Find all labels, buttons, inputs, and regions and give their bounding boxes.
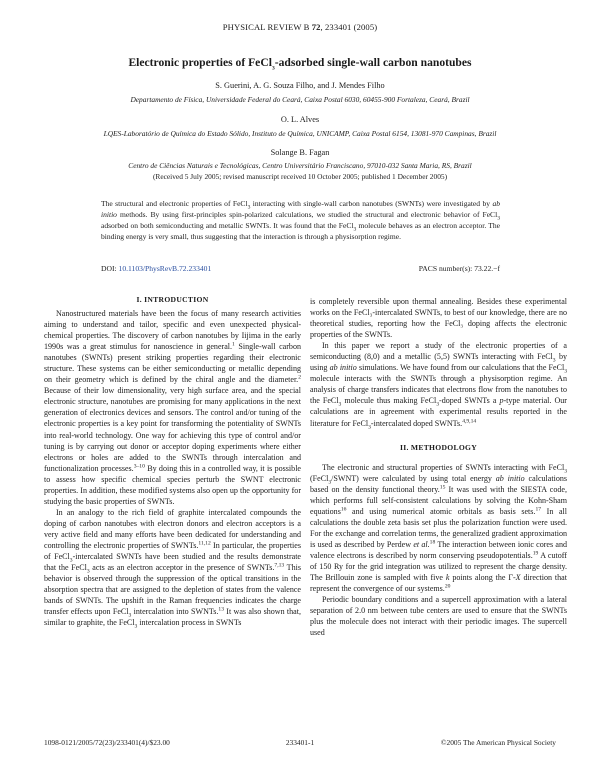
received-dates: (Received 5 July 2005; revised manuscript received 10 October 2005; published 1 December 2005) <box>152 172 448 181</box>
body-column-left <box>44 308 301 628</box>
intro-paragraph-2: In an analogy to the rich field of graphite intercalated compounds the doping of carbon nanotubes with electron donors and electron acceptors is a very active field and many efforts have been dedicated for understanding and controlling the electronic properties of SWNTs.$^{11,12}$ In particular, the properties of FeCl$_3$-intercalated SWNTs have been studied and the results demonstrate that the FeCl$_3$ acts as an electron acceptor in the presence of SWNTs.$^{7,13}$ This behavior is observed through the suppression of the optical transitions in the absorption spectra that are assigned to the depletion of states from the valence bands of SWNTs. The upshift in the Raman frequencies indicates the charge transfer effects upon FeCl$_3$ intercalation into SWNTs.$^{13}$ It was also shown that, similar to graphite, the FeCl$_3$ intercalation process in SWNTs <box>44 507 302 630</box>
methodology-paragraph-2: Periodic boundary conditions and a supercell approximation with a lateral separation of 2.0 nm between tube centers are used to ensure that the SWNTs plus the molecule does not interact with their periodic images. The supercell used <box>310 595 567 638</box>
methodology-paragraph-1: The electronic and structural properties of SWNTs interacting with FeCl$_3$ (FeCl$_3$/SWNT) were calculated by using total energy ab initio calculations based on the density functional theory.$^{15}$ It was used with the SIESTA code, which performs full self-consistent calculations by solving the Kohn-Sham equations$^{16}$ and using numerical atomic orbitals as basis sets.$^{17}$ In all calculations the double zeta basis set plus the polarization function were used. For the exchange and correlation terms, the generalized gradient approximation is used as described by Perdew et al.$^{18}$ The interaction between ionic cores and valence electrons is described by norm conserving pseudopotentials.$^{19}$ A cutoff of 150 Ry for the grid integration was utilized to represent the charge density. The Brillouin zone is sampled with five k points along the Γ-X direction that represent the convergence of our systems.$^{20}$ <box>310 462 568 594</box>
affiliation-3: Centro de Ciências Naturais e Tecnológicas, Centro Universitário Franciscano, 97010-032 Santa Maria, RS, Brazil <box>128 161 472 170</box>
section-heading-introduction: I. INTRODUCTION <box>136 295 209 304</box>
intro-paragraph-1: Nanostructured materials have been the focus of many research activities aiming to understand and tailor, specific and even unexpected physical-chemical properties. The discovery of carbon nanotubes by Iijima in the early 1990s was a great stimulus for nanoscience in general.$^1$ Single-wall carbon nanotubes (SWNTs) present striking properties regarding their electronic structure. These systems can be either semiconducting or metallic depending on their geometry which is defined by the chiral angle and the diameter.$^2$ Because of their low dimensionality, very high surface area, and the special electronic structure, nanotubes are promising for many applications in the next generation of electronics devices and sensors. The control and/or tuning of the electronic properties is a key point for transforming the potentiality of SWNTs into real-world technology. One way for achieving this type of control and/or tuning is by carrying out donor or acceptor doping experiments where either electrons or holes are added to the SWNTs through intercalation and functionalization processes.$^{3-10}$ By doing this in a controlled way, it is possible to assess how specific chemical species perturb the SWNT electronic properties. In addition, these modified systems also open up the opportunity for studying the basic properties of SWNTs. <box>44 309 302 506</box>
author-names-3: Solange B. Fagan <box>270 148 330 157</box>
intro-paragraph-continued: is completely reversible upon thermal annealing. Besides these experimental works on the FeCl₃-intercalated SWNTs, to best of our knowledge, there are no theoretical studies, reporting how the FeCl₃ doping affects the electronic properties of the SWNTs. <box>310 297 567 340</box>
intro-paragraph-3: In this paper we report a study of the electronic properties of a semiconducting (8,0) and a metallic (5,5) SWNTs interacting with FeCl$_3$ by using ab initio simulations. We have found from our calculations that the FeCl$_3$ molecule interacts with the SWNTs through a physisorption regime. An analysis of charge transfers indicates that electrons flow from the nanotubes to the FeCl$_3$ molecule thus making FeCl$_3$-doped SWNTs a p-type material. Our calculations are in agreement with experimental results reported in the literature for FeCl$_3$-intercalated doped SWNTs.$^{4,9,14}$ <box>310 341 567 431</box>
journal-name: PHYSICAL REVIEW B <box>222 22 310 32</box>
footer-issn: 1098-0121/2005/72(23)/233401(4)/$23.00 <box>44 738 170 747</box>
author-names-1: S. Guerini, A. G. Souza Filho, and J. Mendes Filho <box>215 81 385 90</box>
journal-header: PHYSICAL REVIEW B 72, 233401 (2005) <box>222 22 378 32</box>
affiliation-1: Departamento de Física, Universidade Federal do Ceará, Caixa Postal 6030, 60455-900 Fortaleza, Ceará, Brazil <box>130 95 470 104</box>
affiliation-2: LQES-Laboratório de Química do Estado Sólido, Instituto de Química, UNICAMP, Caixa Postal 6154, 13081-970 Campinas, Brazil <box>103 129 497 138</box>
doi-label: DOI: <box>101 264 117 273</box>
author-names-2: O. L. Alves <box>280 115 320 124</box>
footer-copyright: ©2005 The American Physical Society <box>440 738 556 747</box>
footer-page-number: 233401-1 <box>285 738 315 747</box>
journal-volume: 72 <box>311 22 321 32</box>
pacs-numbers: PACS number(s): 73.22.−f <box>418 264 500 273</box>
article-number: 233401 (2005) <box>325 22 378 32</box>
section-heading-methodology: II. METHODOLOGY <box>399 442 478 452</box>
abstract: The structural and electronic properties of FeCl$_3$ interacting with single-wall carbon nanotubes (SWNTs) were investigated by ab initio methods. By using first-principles spin-polarized calculations, we studied the structural and electronic behavior of FeCl$_3$ adsorbed on both semiconducting and metallic SWNTs. It was found that the FeCl$_3$ molecule behaves as an electron acceptor. The binding energy is very small, thus suggesting that the interaction is through a physisorption regime. <box>101 199 500 242</box>
doi-line <box>101 264 211 273</box>
paper-title: Electronic properties of FeCl$_3$-adsorbed single-wall carbon nanotubes <box>128 56 472 72</box>
body-column-right <box>310 296 567 638</box>
doi-link[interactable]: 10.1103/PhysRevB.72.233401 <box>118 264 212 273</box>
